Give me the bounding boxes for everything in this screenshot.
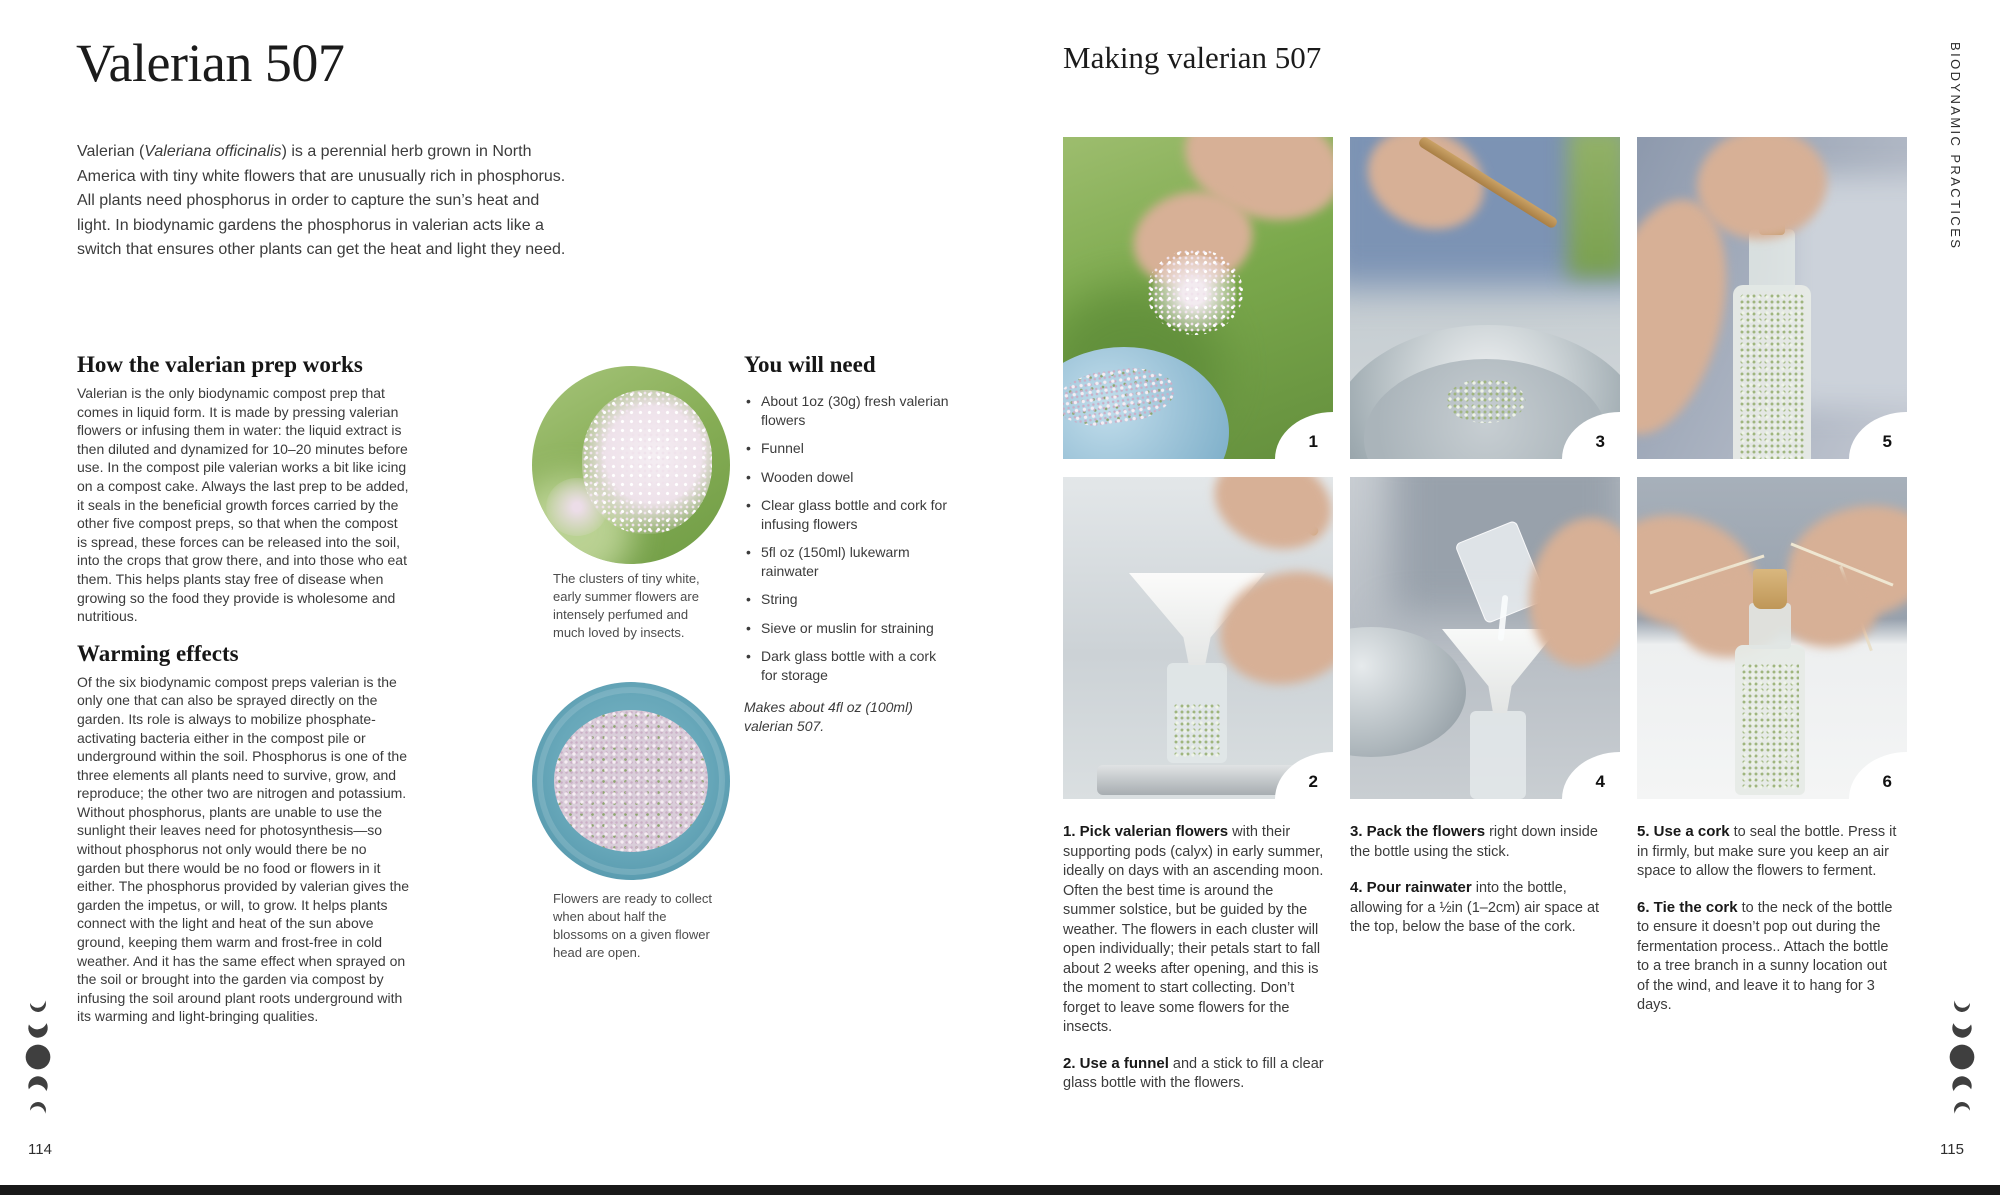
left-text-column <box>77 352 411 1026</box>
garden-blur-shape <box>1568 137 1620 277</box>
photo-number: 2 <box>1308 772 1318 791</box>
step-photo-4 <box>1350 477 1620 799</box>
step-photo-6 <box>1637 477 1907 799</box>
photo-number-badge <box>1849 412 1907 459</box>
intro-text-before: Valerian ( <box>77 143 145 160</box>
moon-thin-crescent-icon <box>21 1098 56 1121</box>
flower-speckle-texture <box>582 390 712 534</box>
step-1-text: with their supporting pods (calyx) in early summer, ideally on days with an ascending moon. Often the best time is around the summer solstice, but be guided by the weather. The flowers in each cluster will open individually; their petals start to fall about 2 weeks after opening, and this is the moment to start collecting. Don’t forget to leave some flowers for the insects. <box>1063 824 1324 1035</box>
step-5-lead: 5. Use a cork <box>1637 823 1730 840</box>
list-item-label: 5fl oz (150ml) lukewarm rainwater <box>761 544 910 579</box>
step-3-text: right down inside the bottle using the stick. <box>1350 824 1598 860</box>
list-item <box>744 392 956 429</box>
flower-bowl-photo <box>532 682 730 880</box>
step-6-lead: 6. Tie the cork <box>1637 898 1738 916</box>
list-item-label: Dark glass bottle with a cork for storage <box>761 648 937 683</box>
bottle-flowers-fill <box>1173 703 1221 757</box>
figure-caption-1: The clusters of tiny white, early summer flowers are intensely perfumed and much loved by insects. <box>553 571 700 640</box>
steel-bowl-shape <box>1350 627 1466 757</box>
cork-shape <box>1753 569 1787 609</box>
step-6-text: to the neck of the bottle to ensure it doesn’t pop out during the fermentation process.. Attach the bottle to a tree branch in a sunny location out of the wind, and leave it to hang for 3 days. <box>1637 899 1893 1013</box>
photo-number: 6 <box>1882 772 1892 791</box>
moon-full-icon <box>24 1043 52 1071</box>
section-heading-how-it-works: How the valerian prep works <box>77 352 363 377</box>
photo-number-badge <box>1275 752 1333 799</box>
photo-number: 5 <box>1882 432 1892 451</box>
moon-thin-crescent-icon <box>1945 993 1979 1015</box>
page-number-left: 114 <box>28 1141 52 1158</box>
list-item <box>744 468 956 487</box>
page-number-right: 115 <box>1940 1141 1964 1158</box>
scale-shape <box>1097 765 1297 795</box>
bullet-icon: • <box>746 468 751 485</box>
moon-thick-crescent-icon <box>21 1073 55 1098</box>
list-item-label: About 1oz (30g) fresh valerian flowers <box>761 393 949 428</box>
bullet-icon: • <box>746 648 751 664</box>
step-1-lead: 1. Pick valerian flowers <box>1063 823 1229 840</box>
bullet-icon: • <box>746 544 751 560</box>
step-photo-2 <box>1063 477 1333 799</box>
making-title: Making valerian 507 <box>1063 40 1322 75</box>
bullet-icon: • <box>746 440 751 456</box>
step-1 <box>1063 822 1327 1038</box>
list-item-label: Wooden dowel <box>761 468 854 485</box>
page-title: Valerian 507 <box>76 33 345 93</box>
photo-number: 1 <box>1308 432 1318 451</box>
moon-thin-crescent-icon <box>21 993 55 1015</box>
step-4-lead: 4. Pour rainwater <box>1350 879 1472 896</box>
you-will-need-panel <box>744 352 956 749</box>
step-3-lead: 3. Pack the flowers <box>1350 823 1486 840</box>
moon-phases-ornament-left <box>18 995 58 1119</box>
step-photo-1 <box>1063 137 1333 459</box>
list-item-label: String <box>761 591 798 607</box>
moon-phases-ornament-right <box>1942 995 1982 1119</box>
list-item-label: Funnel <box>761 440 804 456</box>
page-bottom-edge <box>0 1185 2000 1195</box>
list-item-label: Clear glass bottle and cork for infusing flowers <box>761 497 947 532</box>
moon-thick-crescent-icon <box>21 1016 54 1040</box>
you-will-need-heading: You will need <box>744 352 876 377</box>
bottle-flowers-fill <box>1739 293 1805 459</box>
flower-cluster-photo <box>532 366 730 564</box>
moon-thick-crescent-icon <box>1945 1016 1978 1040</box>
list-item <box>744 590 956 609</box>
section-body-how-it-works: Valerian is the only biodynamic compost prep that comes in liquid form. It is made by pressing valerian flowers or infusing them in water: the liquid extract is then diluted and dynamized for 10–20 minutes before use. In the compost pile valerian works a bit like icing on a compost cake. Always the last prep to be added, it seals in the beneficial growth forces carried by the other five compost preps, so that when the compost is spread, these forces can be released into the soil, into the crops that grow there, and into those who eat them. This helps plants stay free of disease when growing so the food they provide is wholesome and nutritious. <box>77 385 409 625</box>
step-6 <box>1637 898 1901 1016</box>
section-body-warming-effects: Of the six biodynamic compost preps valerian is the only one that can also be sprayed directly on the garden. Its role is always to mobilize phosphate-activating bacteria either in the compost pile or underground within the soil. Phosphorus is one of the three elements all plants need to survive, grow, and reproduce; the other two are nitrogen and potassium. Without phosphorus, plants are unable to use the sunlight their leaves need for photosynthesis—so without phosphorus not only would there be no garden but there would be no food or flowers in it either. The phosphorus provided by valerian gives the garden the impetus, or will, to grow. It helps plants connect with the light and heat of the sun above ground, keeping them warm and frost-free in cold weather. And it has the same effect when sprayed on the soil or brought into the garden via compost by infusing the soil around plant roots underground with its warming and light-bringing qualities. <box>77 673 410 1025</box>
step-photo-3 <box>1350 137 1620 459</box>
steps-column-1 <box>1063 822 1327 1110</box>
photo-number-badge <box>1562 752 1620 799</box>
photo-number: 4 <box>1595 772 1605 791</box>
bullet-icon: • <box>746 497 751 513</box>
step-5 <box>1637 822 1901 882</box>
bottle-neck-shape <box>1749 603 1791 649</box>
you-will-need-list <box>744 392 956 684</box>
moon-thick-crescent-icon <box>1945 1073 1979 1098</box>
photo-number-badge <box>1849 752 1907 799</box>
list-item <box>744 439 956 458</box>
bottle-shape <box>1470 711 1526 799</box>
list-item-label: Sieve or muslin for straining <box>761 619 934 636</box>
step-photo-5 <box>1637 137 1907 459</box>
intro-text-after: ) is a perennial herb grown in North America with tiny white flowers that are unusually rich in phosphorus. All plants need phosphorus in order to capture the sun’s heat and light. In biodynamic gardens the phosphorus in valerian acts like a switch that ensures other plants can get the heat and light they need. <box>77 143 566 258</box>
steps-column-3 <box>1637 822 1901 1032</box>
yield-note: Makes about 4fl oz (100ml) valerian 507. <box>744 699 913 734</box>
step-4 <box>1350 878 1614 938</box>
bullet-icon: • <box>746 619 751 636</box>
section-heading-warming-effects: Warming effects <box>77 640 239 666</box>
figure-caption-2: Flowers are ready to collect when about half the blossoms on a given flower head are open. <box>553 891 712 960</box>
list-item <box>744 496 956 533</box>
flowers-in-bowl-shape <box>1446 379 1526 423</box>
picked-flowers-shape <box>554 710 708 852</box>
step-5-text: to seal the bottle. Press it in firmly, but make sure you keep an air space to allow the flowers to ferment. <box>1637 824 1897 879</box>
step-3 <box>1350 822 1614 862</box>
intro-paragraph <box>77 140 577 263</box>
flower-speckle-texture <box>1147 249 1243 335</box>
step-4-text: into the bottle, allowing for a ½in (1–2cm) air space at the top, below the base of the cork. <box>1350 880 1600 935</box>
step-2 <box>1063 1054 1327 1094</box>
chapter-sidebar-label: BIODYNAMIC PRACTICES <box>1948 42 1963 251</box>
hand-shape <box>1201 477 1333 565</box>
bullet-icon: • <box>746 591 751 607</box>
species-name: Valeriana officinalis <box>144 143 282 160</box>
moon-thin-crescent-icon <box>1945 1098 1980 1121</box>
list-item <box>744 619 956 638</box>
bullet-icon: • <box>746 393 751 409</box>
list-item <box>744 543 956 580</box>
bottle-flowers-fill <box>1741 663 1799 789</box>
moon-full-icon <box>1948 1043 1976 1071</box>
step-2-lead: 2. Use a funnel <box>1063 1054 1169 1072</box>
photo-number: 3 <box>1595 432 1605 451</box>
photo-number-badge <box>1275 412 1333 459</box>
list-item <box>744 647 956 684</box>
step-2-text: and a stick to fill a clear glass bottle with the flowers. <box>1063 1055 1324 1091</box>
steps-column-2 <box>1350 822 1614 954</box>
